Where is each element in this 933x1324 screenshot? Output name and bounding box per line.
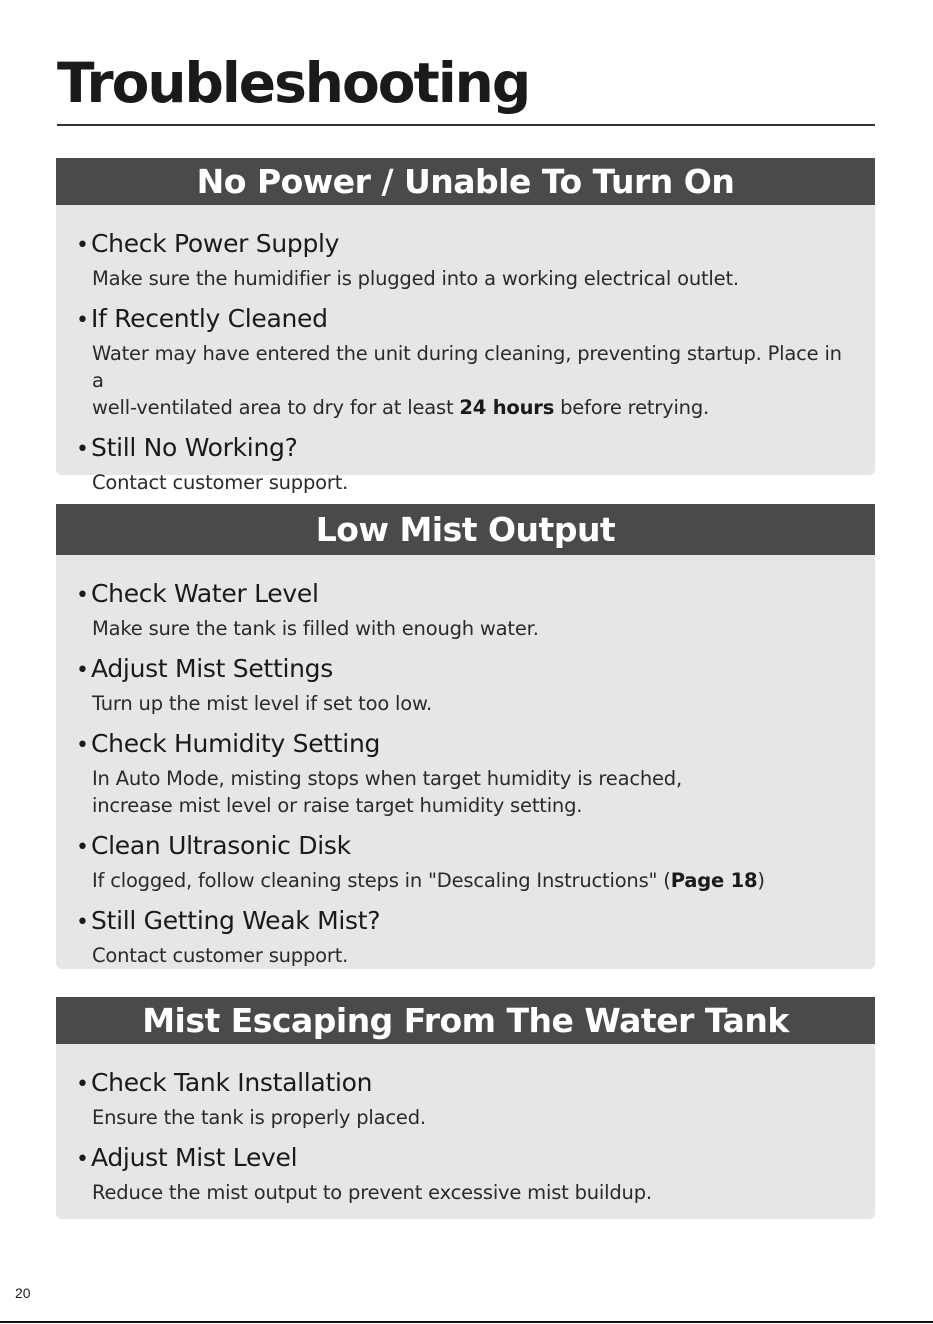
section-no-power [56,158,875,494]
bullet-icon: • [76,308,89,333]
item-heading: Check Water Level [91,579,319,608]
page-number: 20 [15,1285,31,1301]
item-heading: Adjust Mist Level [91,1143,298,1172]
section-mist-escaping [56,997,875,1219]
bullet-icon: • [76,1072,89,1097]
item-description: Make sure the humidifier is plugged into a working electrical outlet. [92,267,739,290]
bullet-icon: • [76,233,89,258]
bullet-icon: • [76,835,89,860]
bullet-icon: • [76,583,89,608]
list-item [76,902,857,969]
title-divider [57,124,875,126]
item-description: In Auto Mode, misting stops when target humidity is reached, increase mist level or raise target humidity setting. [92,767,682,817]
list-item [76,1139,857,1206]
list-item [76,1064,857,1131]
list-item [76,827,857,894]
item-description: Make sure the tank is filled with enough water. [92,617,539,640]
bullet-icon: • [76,910,89,935]
item-heading: Adjust Mist Settings [91,654,333,683]
item-description: Contact customer support. [92,471,349,494]
list-item [76,575,857,642]
item-description: Turn up the mist level if set too low. [92,692,432,715]
item-heading: Clean Ultrasonic Disk [91,831,351,860]
section-heading: Low Mist Output [56,504,875,555]
list-item [76,650,857,717]
item-heading: Still No Working? [91,433,298,462]
page-reference: Page 18 [670,869,758,892]
emphasis-text: 24 hours [459,396,555,419]
list-item [76,429,857,496]
item-description: Contact customer support. [92,944,349,967]
section-low-mist [56,504,875,969]
item-description: Water may have entered the unit during cleaning, preventing startup. Place in a well-ventilated area to dry for at least 24 hours before retrying. [92,342,842,419]
bullet-icon: • [76,437,89,462]
page-title: Troubleshooting [57,51,530,115]
list-item [76,300,857,421]
item-description: Reduce the mist output to prevent excessive mist buildup. [92,1181,652,1204]
item-heading: Check Tank Installation [91,1068,373,1097]
list-item [76,725,857,819]
section-heading: No Power / Unable To Turn On [56,158,875,205]
list-item [76,225,857,292]
item-heading: Check Humidity Setting [91,729,381,758]
bullet-icon: • [76,1147,89,1172]
item-heading: Check Power Supply [91,229,340,258]
bullet-icon: • [76,658,89,683]
item-description: If clogged, follow cleaning steps in "Descaling Instructions" (Page 18) [92,869,765,892]
bottom-divider [0,1321,933,1323]
item-heading: If Recently Cleaned [91,304,328,333]
section-heading: Mist Escaping From The Water Tank [56,997,875,1044]
bullet-icon: • [76,733,89,758]
item-description: Ensure the tank is properly placed. [92,1106,426,1129]
item-heading: Still Getting Weak Mist? [91,906,381,935]
